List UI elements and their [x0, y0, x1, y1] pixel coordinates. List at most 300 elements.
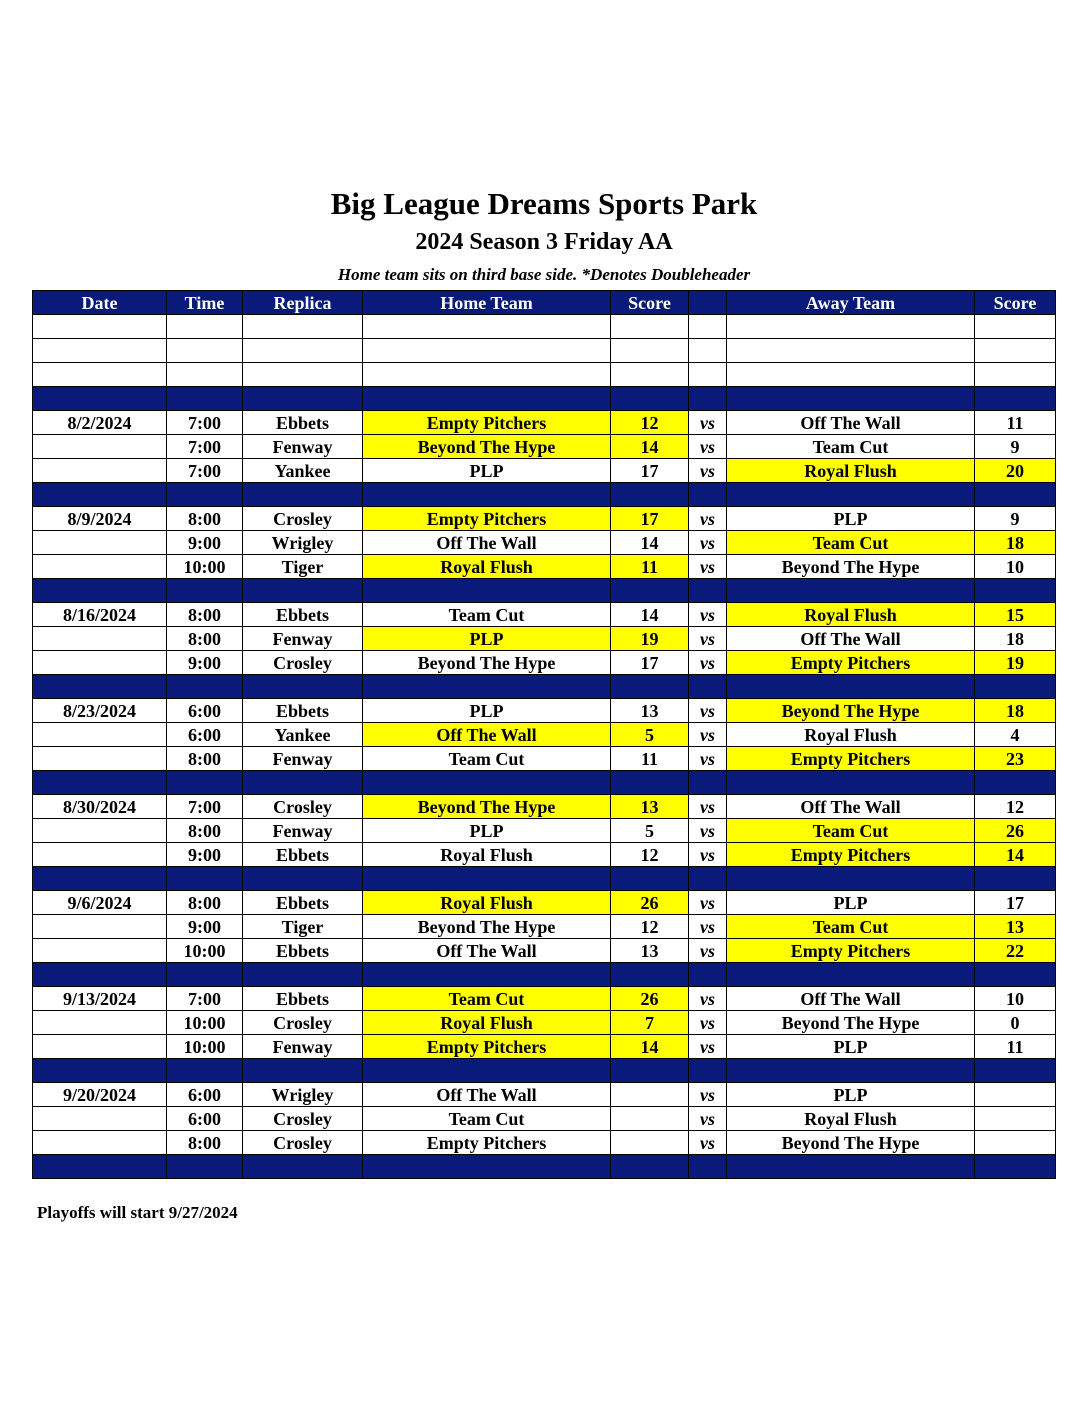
separator-cell — [243, 867, 363, 891]
separator-cell — [167, 1155, 243, 1179]
time-cell: 8:00 — [167, 1131, 243, 1155]
page-title: Big League Dreams Sports Park — [330, 186, 758, 221]
home-score-cell: 13 — [611, 795, 689, 819]
time-cell: 7:00 — [167, 411, 243, 435]
separator-cell — [727, 771, 975, 795]
date-cell: 9/6/2024 — [33, 891, 167, 915]
away-team-cell: Empty Pitchers — [727, 843, 975, 867]
away-score-cell: 9 — [975, 507, 1056, 531]
away-score-cell: 20 — [975, 459, 1056, 483]
vs-cell: vs — [689, 459, 727, 483]
home-team-cell: PLP — [363, 627, 611, 651]
schedule-note: Home team sits on third base side. *Denotes Doubleheader — [337, 265, 751, 284]
vs-cell: vs — [689, 1083, 727, 1107]
away-score-cell: 17 — [975, 891, 1056, 915]
time-cell: 9:00 — [167, 651, 243, 675]
replica-cell: Ebbets — [243, 603, 363, 627]
home-score-cell: 11 — [611, 555, 689, 579]
home-team-cell: Royal Flush — [363, 555, 611, 579]
blank-cell — [611, 339, 689, 363]
home-team-cell: PLP — [363, 819, 611, 843]
time-cell: 7:00 — [167, 459, 243, 483]
separator-cell — [243, 963, 363, 987]
replica-cell: Crosley — [243, 1107, 363, 1131]
blank-cell — [363, 363, 611, 387]
date-cell — [33, 627, 167, 651]
home-score-cell — [611, 1107, 689, 1131]
separator-cell — [363, 483, 611, 507]
separator-cell — [727, 1155, 975, 1179]
time-cell: 7:00 — [167, 435, 243, 459]
vs-cell: vs — [689, 1035, 727, 1059]
date-cell: 8/2/2024 — [33, 411, 167, 435]
home-score-cell: 12 — [611, 915, 689, 939]
date-cell — [33, 1131, 167, 1155]
separator-cell — [363, 1059, 611, 1083]
playoffs-note: Playoffs will start 9/27/2024 — [37, 1203, 238, 1222]
vs-cell: vs — [689, 747, 727, 771]
home-team-cell: Royal Flush — [363, 843, 611, 867]
home-team-cell: Empty Pitchers — [363, 1035, 611, 1059]
home-score-cell: 26 — [611, 987, 689, 1011]
separator-cell — [363, 387, 611, 411]
table-row — [33, 1083, 1056, 1107]
away-score-cell: 23 — [975, 747, 1056, 771]
vs-cell: vs — [689, 987, 727, 1011]
blank-cell — [975, 339, 1056, 363]
separator-cell — [363, 963, 611, 987]
away-team-cell: Off The Wall — [727, 627, 975, 651]
week-separator — [33, 483, 1056, 507]
blank-row — [33, 339, 1056, 363]
date-cell: 9/13/2024 — [33, 987, 167, 1011]
week-separator — [33, 1059, 1056, 1083]
separator-cell — [611, 387, 689, 411]
table-row — [33, 507, 1056, 531]
header-home-team: Home Team — [363, 291, 611, 315]
vs-cell: vs — [689, 507, 727, 531]
home-score-cell: 11 — [611, 747, 689, 771]
time-cell: 6:00 — [167, 699, 243, 723]
home-team-cell: Beyond The Hype — [363, 435, 611, 459]
separator-cell — [975, 771, 1056, 795]
time-cell: 9:00 — [167, 531, 243, 555]
separator-cell — [975, 963, 1056, 987]
date-cell: 8/30/2024 — [33, 795, 167, 819]
table-row — [33, 795, 1056, 819]
replica-cell: Crosley — [243, 651, 363, 675]
separator-cell — [363, 675, 611, 699]
separator-cell — [33, 867, 167, 891]
replica-cell: Ebbets — [243, 411, 363, 435]
table-row — [33, 627, 1056, 651]
away-team-cell: Team Cut — [727, 915, 975, 939]
home-score-cell: 12 — [611, 843, 689, 867]
away-score-cell: 18 — [975, 699, 1056, 723]
blank-cell — [363, 315, 611, 339]
vs-cell: vs — [689, 1011, 727, 1035]
separator-cell — [975, 387, 1056, 411]
home-team-cell: Beyond The Hype — [363, 915, 611, 939]
away-team-cell: Royal Flush — [727, 603, 975, 627]
blank-cell — [167, 339, 243, 363]
separator-cell — [689, 483, 727, 507]
separator-cell — [611, 1059, 689, 1083]
time-cell: 8:00 — [167, 507, 243, 531]
date-cell — [33, 555, 167, 579]
separator-cell — [727, 963, 975, 987]
separator-cell — [611, 483, 689, 507]
separator-cell — [243, 579, 363, 603]
away-score-cell: 4 — [975, 723, 1056, 747]
table-row — [33, 723, 1056, 747]
vs-cell: vs — [689, 435, 727, 459]
table-row — [33, 531, 1056, 555]
home-score-cell — [611, 1131, 689, 1155]
home-score-cell: 17 — [611, 507, 689, 531]
blank-cell — [33, 315, 167, 339]
vs-cell: vs — [689, 1131, 727, 1155]
separator-cell — [611, 675, 689, 699]
table-row — [33, 987, 1056, 1011]
separator-cell — [611, 963, 689, 987]
date-cell: 8/23/2024 — [33, 699, 167, 723]
away-team-cell: Empty Pitchers — [727, 939, 975, 963]
separator-cell — [243, 1059, 363, 1083]
separator-cell — [727, 1059, 975, 1083]
table-row — [33, 1107, 1056, 1131]
replica-cell: Wrigley — [243, 1083, 363, 1107]
time-cell: 7:00 — [167, 795, 243, 819]
away-team-cell: Beyond The Hype — [727, 555, 975, 579]
separator-cell — [33, 483, 167, 507]
table-row — [33, 891, 1056, 915]
separator-cell — [611, 867, 689, 891]
separator-cell — [975, 483, 1056, 507]
time-cell: 10:00 — [167, 939, 243, 963]
blank-cell — [33, 339, 167, 363]
blank-cell — [611, 315, 689, 339]
date-cell — [33, 915, 167, 939]
table-row — [33, 699, 1056, 723]
separator-cell — [243, 387, 363, 411]
separator-cell — [975, 1059, 1056, 1083]
vs-cell: vs — [689, 1107, 727, 1131]
table-row — [33, 603, 1056, 627]
date-cell — [33, 531, 167, 555]
date-cell — [33, 723, 167, 747]
blank-cell — [975, 363, 1056, 387]
blank-cell — [727, 339, 975, 363]
away-score-cell: 18 — [975, 627, 1056, 651]
table-row — [33, 555, 1056, 579]
replica-cell: Ebbets — [243, 987, 363, 1011]
away-team-cell: Team Cut — [727, 435, 975, 459]
away-score-cell: 22 — [975, 939, 1056, 963]
separator-cell — [33, 579, 167, 603]
separator-cell — [727, 387, 975, 411]
separator-cell — [689, 1155, 727, 1179]
vs-cell: vs — [689, 627, 727, 651]
away-team-cell: Off The Wall — [727, 987, 975, 1011]
away-score-cell: 11 — [975, 411, 1056, 435]
table-row — [33, 747, 1056, 771]
home-team-cell: Royal Flush — [363, 1011, 611, 1035]
time-cell: 6:00 — [167, 1083, 243, 1107]
header-vs — [689, 291, 727, 315]
schedule-body — [33, 315, 1056, 1179]
away-score-cell: 19 — [975, 651, 1056, 675]
home-team-cell: Off The Wall — [363, 531, 611, 555]
table-row — [33, 1011, 1056, 1035]
table-row — [33, 459, 1056, 483]
header-replica: Replica — [243, 291, 363, 315]
date-cell: 9/20/2024 — [33, 1083, 167, 1107]
separator-cell — [611, 771, 689, 795]
separator-cell — [167, 771, 243, 795]
vs-cell: vs — [689, 891, 727, 915]
time-cell: 6:00 — [167, 1107, 243, 1131]
week-separator — [33, 387, 1056, 411]
blank-cell — [243, 363, 363, 387]
time-cell: 10:00 — [167, 555, 243, 579]
home-score-cell: 14 — [611, 1035, 689, 1059]
date-cell: 8/16/2024 — [33, 603, 167, 627]
separator-cell — [33, 771, 167, 795]
replica-cell: Crosley — [243, 1131, 363, 1155]
vs-cell: vs — [689, 819, 727, 843]
home-score-cell: 26 — [611, 891, 689, 915]
blank-cell — [243, 315, 363, 339]
separator-cell — [243, 771, 363, 795]
separator-cell — [689, 579, 727, 603]
replica-cell: Yankee — [243, 459, 363, 483]
away-score-cell — [975, 1107, 1056, 1131]
replica-cell: Fenway — [243, 747, 363, 771]
separator-cell — [975, 579, 1056, 603]
vs-cell: vs — [689, 699, 727, 723]
separator-cell — [33, 1059, 167, 1083]
blank-row — [33, 363, 1056, 387]
blank-cell — [727, 363, 975, 387]
blank-cell — [611, 363, 689, 387]
page-subtitle: 2024 Season 3 Friday AA — [415, 229, 673, 255]
separator-cell — [689, 867, 727, 891]
separator-cell — [975, 675, 1056, 699]
replica-cell: Crosley — [243, 795, 363, 819]
away-team-cell: Royal Flush — [727, 459, 975, 483]
separator-cell — [243, 483, 363, 507]
away-score-cell: 11 — [975, 1035, 1056, 1059]
table-row — [33, 915, 1056, 939]
time-cell: 8:00 — [167, 747, 243, 771]
separator-cell — [167, 483, 243, 507]
replica-cell: Fenway — [243, 1035, 363, 1059]
replica-cell: Tiger — [243, 915, 363, 939]
replica-cell: Crosley — [243, 507, 363, 531]
date-cell — [33, 651, 167, 675]
vs-cell: vs — [689, 651, 727, 675]
date-cell — [33, 843, 167, 867]
vs-cell: vs — [689, 555, 727, 579]
blank-cell — [689, 363, 727, 387]
date-cell — [33, 1011, 167, 1035]
home-team-cell: Off The Wall — [363, 939, 611, 963]
away-score-cell: 10 — [975, 555, 1056, 579]
time-cell: 9:00 — [167, 915, 243, 939]
home-score-cell: 13 — [611, 939, 689, 963]
table-row — [33, 651, 1056, 675]
separator-cell — [975, 867, 1056, 891]
away-team-cell: Empty Pitchers — [727, 747, 975, 771]
away-score-cell — [975, 1131, 1056, 1155]
table-row — [33, 1131, 1056, 1155]
table-row — [33, 819, 1056, 843]
date-cell — [33, 1107, 167, 1131]
header-away-score: Score — [975, 291, 1056, 315]
away-team-cell: PLP — [727, 1083, 975, 1107]
header-row — [33, 291, 1056, 315]
vs-cell: vs — [689, 843, 727, 867]
away-team-cell: Royal Flush — [727, 723, 975, 747]
vs-cell: vs — [689, 603, 727, 627]
home-score-cell: 5 — [611, 819, 689, 843]
date-cell — [33, 819, 167, 843]
away-team-cell: Beyond The Hype — [727, 699, 975, 723]
time-cell: 8:00 — [167, 819, 243, 843]
home-team-cell: Beyond The Hype — [363, 651, 611, 675]
replica-cell: Fenway — [243, 819, 363, 843]
blank-cell — [167, 363, 243, 387]
table-row — [33, 435, 1056, 459]
home-score-cell: 17 — [611, 651, 689, 675]
time-cell: 8:00 — [167, 627, 243, 651]
home-score-cell: 14 — [611, 603, 689, 627]
away-team-cell: Beyond The Hype — [727, 1131, 975, 1155]
away-score-cell: 14 — [975, 843, 1056, 867]
away-score-cell: 15 — [975, 603, 1056, 627]
time-cell: 10:00 — [167, 1035, 243, 1059]
blank-cell — [689, 339, 727, 363]
home-team-cell: Royal Flush — [363, 891, 611, 915]
separator-cell — [363, 771, 611, 795]
blank-cell — [33, 363, 167, 387]
home-score-cell: 14 — [611, 531, 689, 555]
away-score-cell: 9 — [975, 435, 1056, 459]
replica-cell: Fenway — [243, 627, 363, 651]
time-cell: 7:00 — [167, 987, 243, 1011]
separator-cell — [363, 579, 611, 603]
header-away-team: Away Team — [727, 291, 975, 315]
away-score-cell: 12 — [975, 795, 1056, 819]
date-cell — [33, 459, 167, 483]
separator-cell — [167, 867, 243, 891]
separator-cell — [243, 1155, 363, 1179]
separator-cell — [727, 867, 975, 891]
vs-cell: vs — [689, 795, 727, 819]
date-cell — [33, 939, 167, 963]
date-cell — [33, 747, 167, 771]
vs-cell: vs — [689, 531, 727, 555]
home-score-cell: 7 — [611, 1011, 689, 1035]
separator-cell — [689, 963, 727, 987]
separator-cell — [167, 675, 243, 699]
replica-cell: Ebbets — [243, 843, 363, 867]
away-team-cell: Off The Wall — [727, 795, 975, 819]
away-team-cell: PLP — [727, 891, 975, 915]
week-separator — [33, 771, 1056, 795]
header-home-score: Score — [611, 291, 689, 315]
separator-cell — [363, 867, 611, 891]
home-score-cell: 13 — [611, 699, 689, 723]
separator-cell — [33, 1155, 167, 1179]
away-score-cell — [975, 1083, 1056, 1107]
blank-cell — [363, 339, 611, 363]
separator-cell — [689, 387, 727, 411]
separator-cell — [33, 387, 167, 411]
table-row — [33, 843, 1056, 867]
away-score-cell: 26 — [975, 819, 1056, 843]
separator-cell — [167, 579, 243, 603]
separator-cell — [167, 1059, 243, 1083]
replica-cell: Ebbets — [243, 699, 363, 723]
replica-cell: Tiger — [243, 555, 363, 579]
separator-cell — [689, 675, 727, 699]
table-row — [33, 939, 1056, 963]
home-team-cell: Off The Wall — [363, 1083, 611, 1107]
header-date: Date — [33, 291, 167, 315]
home-score-cell: 19 — [611, 627, 689, 651]
home-score-cell: 17 — [611, 459, 689, 483]
blank-cell — [727, 315, 975, 339]
away-team-cell: Beyond The Hype — [727, 1011, 975, 1035]
away-team-cell: Team Cut — [727, 819, 975, 843]
home-team-cell: Beyond The Hype — [363, 795, 611, 819]
time-cell: 8:00 — [167, 603, 243, 627]
replica-cell: Ebbets — [243, 939, 363, 963]
time-cell: 10:00 — [167, 1011, 243, 1035]
replica-cell: Crosley — [243, 1011, 363, 1035]
schedule-table — [32, 290, 1056, 1179]
week-separator — [33, 579, 1056, 603]
home-team-cell: Team Cut — [363, 603, 611, 627]
separator-cell — [727, 483, 975, 507]
blank-row — [33, 315, 1056, 339]
vs-cell: vs — [689, 939, 727, 963]
vs-cell: vs — [689, 915, 727, 939]
separator-cell — [727, 675, 975, 699]
away-team-cell: Empty Pitchers — [727, 651, 975, 675]
away-team-cell: PLP — [727, 1035, 975, 1059]
away-score-cell: 18 — [975, 531, 1056, 555]
header-time: Time — [167, 291, 243, 315]
table-row — [33, 1035, 1056, 1059]
date-cell — [33, 435, 167, 459]
away-score-cell: 0 — [975, 1011, 1056, 1035]
home-team-cell: PLP — [363, 459, 611, 483]
separator-cell — [33, 675, 167, 699]
separator-cell — [33, 963, 167, 987]
separator-cell — [363, 1155, 611, 1179]
replica-cell: Fenway — [243, 435, 363, 459]
separator-cell — [689, 1059, 727, 1083]
away-team-cell: Team Cut — [727, 531, 975, 555]
home-team-cell: Off The Wall — [363, 723, 611, 747]
replica-cell: Ebbets — [243, 891, 363, 915]
away-score-cell: 10 — [975, 987, 1056, 1011]
time-cell: 6:00 — [167, 723, 243, 747]
separator-cell — [611, 579, 689, 603]
